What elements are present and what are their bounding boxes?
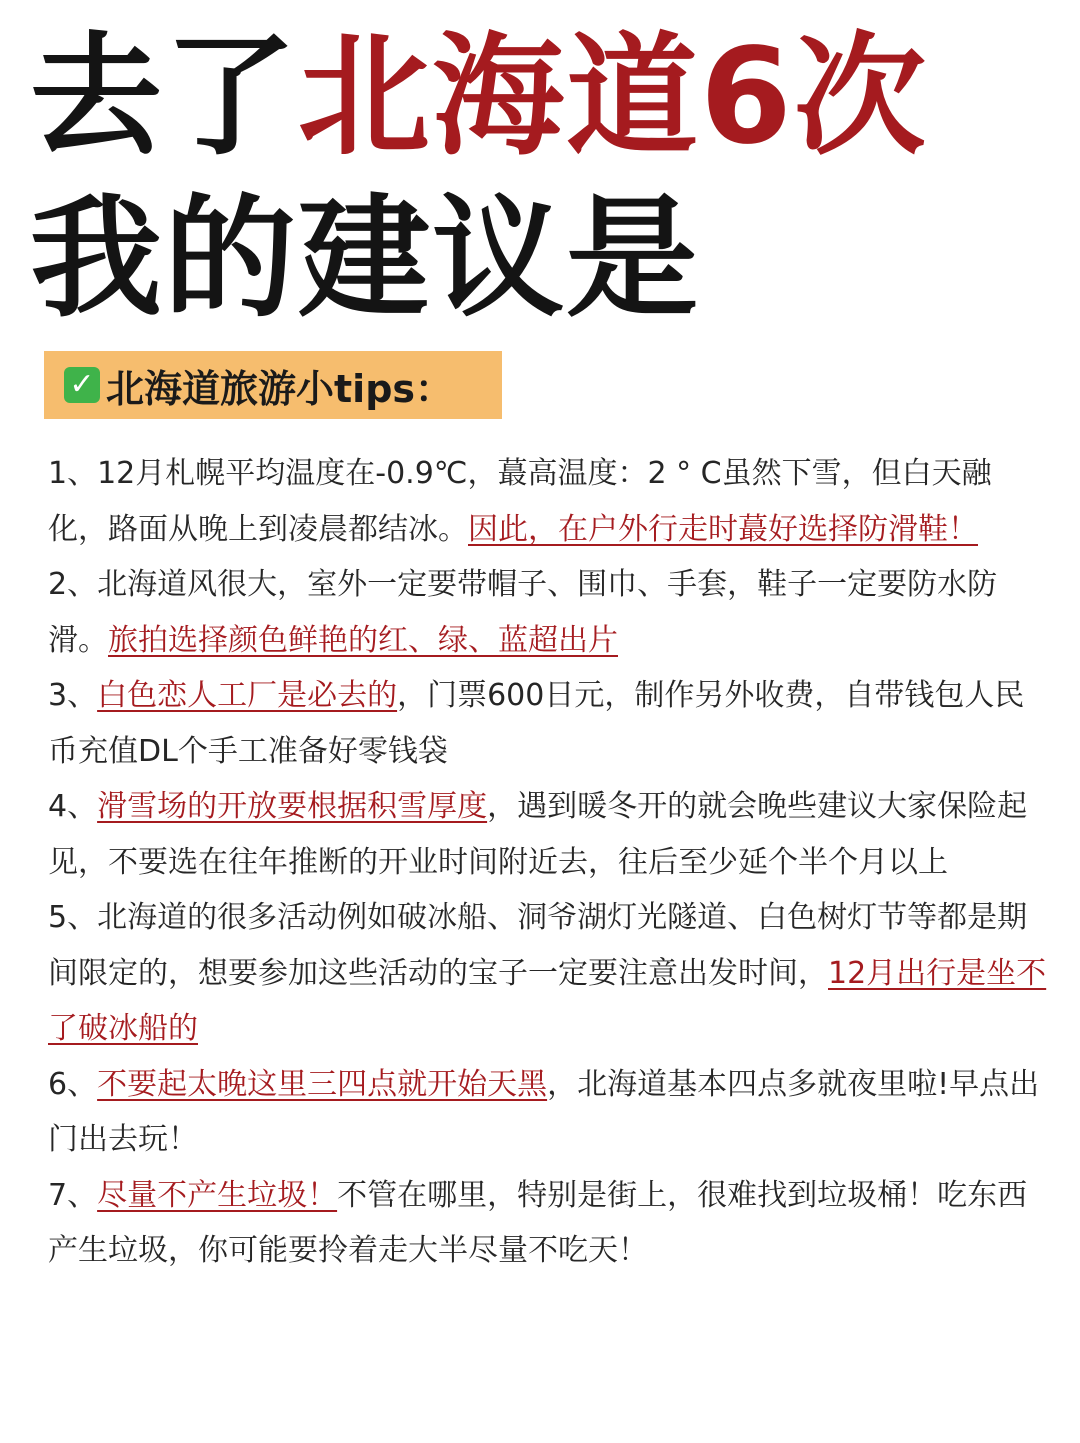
title-black-text: 去了 [30, 20, 298, 174]
tip-highlight: 白色恋人工厂是必去的 [97, 678, 398, 713]
tip-text-after: ，北海道基本四点多就夜里啦!早点出门出去玩！ [48, 1066, 1040, 1157]
tip-text: 北海道的很多活动例如破冰船、洞爷湖灯光隧道、白色树灯节等都是期间限定的，想要参加这些活动的宝子一定要注意出发时间， [48, 900, 1028, 991]
tips-list [48, 446, 1048, 1279]
tip-item-2 [48, 557, 1048, 668]
tip-highlight: 滑雪场的开放要根据积雪厚度 [97, 789, 488, 824]
tip-item-3 [48, 668, 1048, 779]
tip-number: 7、 [48, 1177, 98, 1213]
tip-text: 12月札幌平均温度在-0.9℃，蕞高温度：2 ° C虽然下雪，但白天融化，路面从晚上到凌晨都结冰。 [48, 456, 992, 547]
title-red-text: 北海道6次 [298, 20, 928, 174]
tip-item-7 [48, 1168, 1048, 1279]
tip-item-1 [48, 446, 1048, 557]
tip-number: 2、 [48, 567, 98, 602]
tips-banner [44, 351, 502, 419]
tip-item-5 [48, 890, 1048, 1057]
tip-number: 3、 [48, 678, 98, 713]
tip-highlight: 因此，在户外行走时蕞好选择防滑鞋！ [468, 511, 978, 547]
tip-text-after: ，门票600日元，制作另外收费，自带钱包人民币充值DL个手工准备好零钱袋 [48, 678, 1025, 769]
tip-highlight: 尽量不产生垃圾！ [97, 1177, 338, 1213]
tips-banner-label: 北海道旅游小tips： [106, 366, 454, 411]
tip-text: 北海道风很大，室外一定要带帽子、围巾、手套，鞋子一定要防水防滑。 [48, 567, 998, 658]
tip-text-after: ，遇到暖冬开的就会晚些建议大家保险起见，不要选在往年推断的开业时间附近去，往后至少延个半个月以上 [48, 789, 1028, 880]
tip-number: 6、 [48, 1066, 98, 1102]
tip-highlight: 旅拍选择颜色鲜艳的红、绿、蓝超出片 [108, 622, 618, 658]
tip-highlight: 不要起太晚这里三四点就开始天黑 [97, 1066, 548, 1102]
page-title-line-2: 我的建议是 [30, 182, 700, 336]
page-title-line-1 [30, 22, 928, 172]
tip-text-after: 不管在哪里，特别是街上，很难找到垃圾桶！吃东西产生垃圾，你可能要拎着走大半尽量不吃天！ [48, 1177, 1028, 1268]
tip-item-6 [48, 1057, 1048, 1168]
tip-item-4 [48, 779, 1048, 890]
tip-number: 1、 [48, 456, 98, 491]
tip-highlight: 12月出行是坐不了破冰船的 [48, 955, 1047, 1046]
tip-number: 5、 [48, 900, 98, 935]
tip-number: 4、 [48, 789, 98, 824]
check-mark-icon: ✓ [64, 367, 100, 403]
